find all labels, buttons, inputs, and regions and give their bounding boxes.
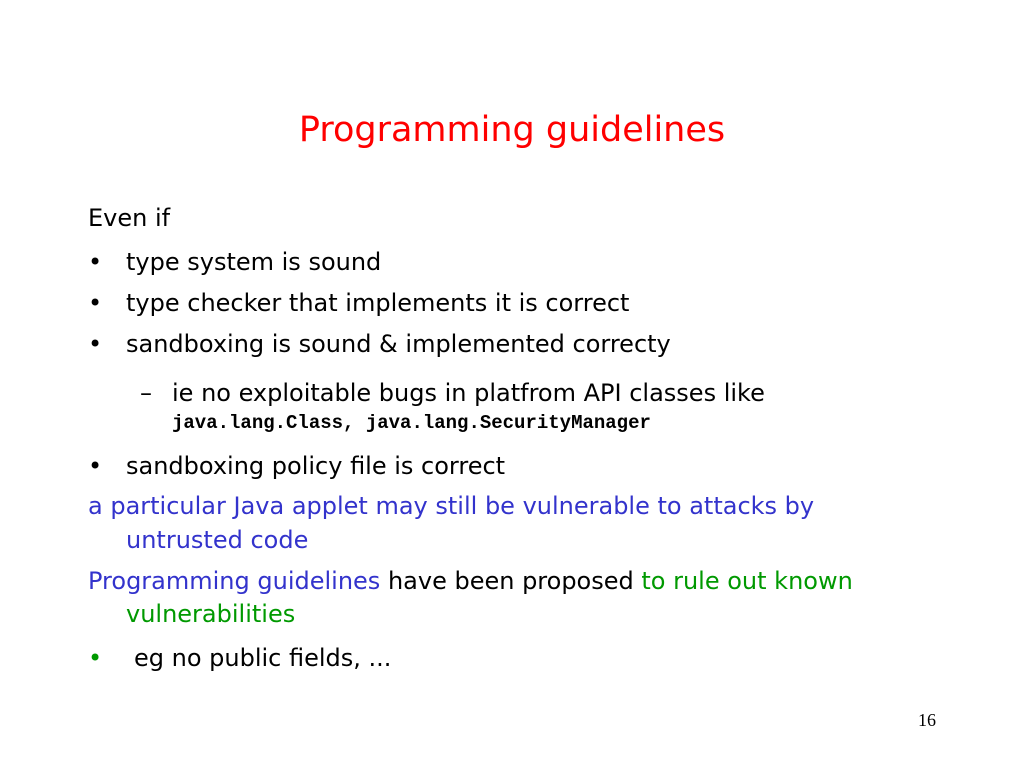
statement-vulnerable-line2: untrusted code bbox=[126, 526, 309, 554]
bullet-type-checker: type checker that implements it is correct bbox=[126, 289, 630, 317]
slide-title: Programming guidelines bbox=[298, 110, 726, 150]
slide-number: 16 bbox=[918, 710, 936, 730]
bullet-policy-file: sandboxing policy file is correct bbox=[126, 452, 506, 480]
bullet-marker: • bbox=[88, 330, 103, 358]
statement-vulnerable-line1: a particular Java applet may still be vulnerable to attacks by bbox=[88, 492, 815, 520]
statement-guidelines bbox=[88, 565, 853, 597]
sub-bullet-code: java.lang.Class, java.lang.SecurityManager bbox=[172, 412, 651, 434]
statement-guidelines-line2: vulnerabilities bbox=[126, 600, 296, 628]
bullet-type-system: type system is sound bbox=[126, 248, 382, 276]
sub-bullet-marker: – bbox=[140, 379, 152, 407]
statement-guidelines-part1: Programming guidelines bbox=[88, 567, 381, 595]
statement-guidelines-part2: have been proposed bbox=[380, 567, 642, 595]
bullet-marker-green: • bbox=[88, 644, 103, 672]
sub-bullet-text: ie no exploitable bugs in platfrom API classes like bbox=[172, 379, 765, 407]
bullet-public-fields: eg no public fields, ... bbox=[134, 644, 392, 672]
statement-guidelines-part3: to rule out known bbox=[641, 567, 853, 595]
bullet-marker: • bbox=[88, 452, 103, 480]
intro-text: Even if bbox=[88, 204, 171, 232]
bullet-marker: • bbox=[88, 289, 103, 317]
bullet-sandboxing-sound: sandboxing is sound & implemented correcty bbox=[126, 330, 671, 358]
bullet-marker: • bbox=[88, 248, 103, 276]
